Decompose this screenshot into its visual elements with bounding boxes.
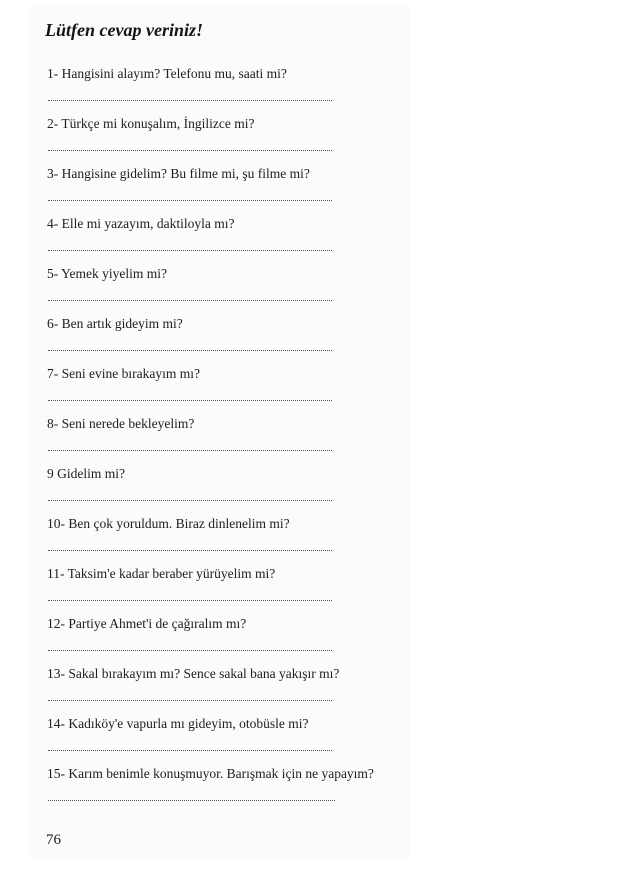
- question-text: 14- Kadıköy'e vapurla mı gideyim, otobüsle mi?: [47, 716, 309, 731]
- question-list: [47, 64, 407, 814]
- question-text: 11- Taksim'e kadar beraber yürüyelim mi?: [47, 566, 276, 581]
- question-item: [47, 164, 407, 214]
- question-item: [47, 564, 407, 614]
- question-item: [47, 364, 407, 414]
- question-text: 13- Sakal bırakayım mı? Sence sakal bana yakışır mı?: [47, 666, 340, 681]
- answer-line[interactable]: [48, 800, 335, 801]
- worksheet-instruction: Lütfen cevap veriniz!: [45, 20, 203, 40]
- answer-line[interactable]: [48, 750, 332, 751]
- answer-line[interactable]: [48, 300, 332, 301]
- question-text: 6- Ben artık gideyim mi?: [47, 316, 183, 331]
- question-item: [47, 764, 407, 814]
- answer-line[interactable]: [48, 200, 332, 201]
- answer-line[interactable]: [48, 250, 332, 251]
- question-text: 7- Seni evine bırakayım mı?: [47, 366, 200, 381]
- question-item: [47, 114, 407, 164]
- question-text: 9 Gidelim mi?: [47, 466, 125, 481]
- answer-line[interactable]: [48, 100, 332, 101]
- question-text: 4- Elle mi yazayım, daktiloyla mı?: [47, 216, 235, 231]
- question-item: [47, 214, 407, 264]
- question-item: [47, 714, 407, 764]
- question-item: [47, 414, 407, 464]
- question-text: 2- Türkçe mi konuşalım, İngilizce mi?: [47, 116, 255, 131]
- answer-line[interactable]: [48, 400, 332, 401]
- page-number: 76: [46, 832, 61, 848]
- answer-line[interactable]: [48, 500, 332, 501]
- question-text: 12- Partiye Ahmet'i de çağıralım mı?: [47, 616, 247, 631]
- question-text: 1- Hangisini alayım? Telefonu mu, saati mi?: [47, 66, 287, 81]
- question-text: 5- Yemek yiyelim mi?: [47, 266, 167, 281]
- answer-line[interactable]: [48, 700, 332, 701]
- question-text: 8- Seni nerede bekleyelim?: [47, 416, 195, 431]
- answer-line[interactable]: [48, 450, 332, 451]
- answer-line[interactable]: [48, 150, 332, 151]
- question-text: 15- Karım benimle konuşmuyor. Barışmak için ne yapayım?: [47, 766, 374, 781]
- question-item: [47, 664, 407, 714]
- question-item: [47, 264, 407, 314]
- answer-line[interactable]: [48, 650, 332, 651]
- question-item: [47, 514, 407, 564]
- question-item: [47, 464, 407, 514]
- answer-line[interactable]: [48, 350, 332, 351]
- question-text: 3- Hangisine gidelim? Bu filme mi, şu filme mi?: [47, 166, 310, 181]
- question-item: [47, 614, 407, 664]
- answer-line[interactable]: [48, 550, 332, 551]
- question-text: 10- Ben çok yoruldum. Biraz dinlenelim mi?: [47, 516, 290, 531]
- answer-line[interactable]: [48, 600, 332, 601]
- question-item: [47, 64, 407, 114]
- question-item: [47, 314, 407, 364]
